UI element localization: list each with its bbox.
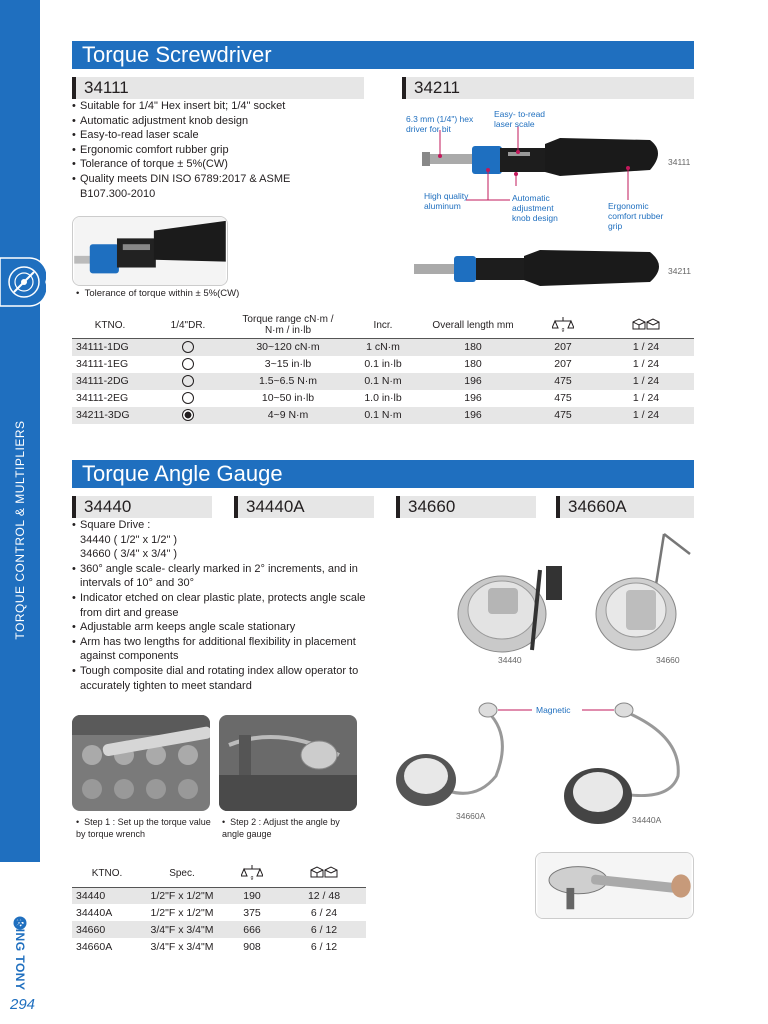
label-34111: 34111 [668, 157, 691, 167]
cell-pack: 1 / 24 [632, 392, 660, 404]
feature-item: from dirt and grease [80, 606, 179, 619]
section-label: TORQUE CONTROL & MULTIPLIERS [13, 420, 27, 640]
feature-item: • Suitable for 1/4" Hex insert bit; 1/4" socket [72, 99, 372, 114]
cell-weight: 908 [243, 940, 261, 953]
callout-magnetic: Magnetic [536, 705, 571, 715]
tolerance-caption: • Tolerance of torque within ± 5%(CW) [76, 288, 240, 299]
screwdriver-closeup-image [72, 216, 228, 286]
feature-item: • Tolerance of torque ± 5%(CW) [72, 157, 372, 172]
weight-scale-icon [552, 316, 574, 332]
torque-gauge-icon [0, 254, 46, 310]
table-row [72, 356, 694, 373]
step1-text: Step 1 : Set up the torque value by torque wrench [76, 817, 211, 839]
cell-pack: 1 / 24 [598, 339, 694, 356]
cell-ktno: 34660 [72, 921, 142, 938]
label-34211: 34211 [668, 266, 692, 276]
cell-weight: 190 [222, 887, 282, 904]
svg-text:g: g [250, 875, 254, 881]
weight-scale-icon [241, 864, 263, 880]
table-row [72, 407, 694, 424]
cell-spec: 1/2"F x 1/2"M [142, 887, 222, 904]
cell-ktno: 34440 [72, 887, 142, 904]
label-34440A: 34440A [632, 815, 662, 825]
cell-pack: 6 / 24 [310, 906, 338, 919]
cell-length: 180 [418, 339, 528, 356]
cell-range: 4~9 N·m [228, 407, 348, 424]
angle-gauge-34440-image [452, 540, 576, 658]
table-row [72, 339, 694, 356]
feature-item: • Quality meets DIN ISO 6789:2017 & ASME [72, 172, 372, 187]
table-row [72, 904, 366, 921]
cell-ktno: 34440A [76, 906, 113, 919]
feature-item: 34660 ( 3/4" x 3/4" ) [80, 548, 178, 561]
cell-pack: 1 / 24 [598, 373, 694, 390]
model-34440A-header: 34440A [234, 496, 374, 518]
feature-item: • Indicator etched on clear plastic plate, protects angle scale [72, 591, 392, 606]
step1-caption: • Step 1 : Set up the torque value by torque wrench [76, 817, 211, 839]
cell-pack: 12 / 48 [282, 887, 366, 904]
cell-drive [148, 339, 228, 356]
model-34440-header: 34440 [72, 496, 212, 518]
cell-length: 196 [464, 392, 482, 404]
feature-item: intervals of 10° and 30° [80, 577, 194, 590]
cell-range: 30~120 cN·m [228, 339, 348, 356]
drive-indicator [182, 375, 194, 387]
cell-pack: 6 / 12 [310, 940, 338, 953]
feature-item: • Automatic adjustment knob design [72, 114, 372, 129]
model-34211-header: 34211 [402, 77, 694, 99]
cell-drive [148, 407, 228, 424]
cell-weight: 475 [528, 373, 598, 390]
feature-item: • Adjustable arm keeps angle scale stationary [72, 620, 392, 635]
packing-box-icon [632, 317, 660, 331]
callout-aluminum: High quality aluminum [424, 191, 469, 211]
cell-weight: 475 [528, 407, 598, 424]
col-spec: Spec. [142, 861, 222, 887]
cell-drive [148, 356, 228, 373]
cell-pack: 1 / 24 [598, 407, 694, 424]
screwdriver-feature-list [72, 99, 372, 201]
table-header-row [72, 861, 366, 887]
drive-indicator [182, 341, 194, 353]
cell-range: 3~15 in·lb [264, 358, 312, 370]
cell-incr: 0.1 in·lb [364, 358, 402, 370]
brand-name: KING TONY [13, 919, 27, 991]
angle-gauge-feature-list [72, 518, 392, 693]
cell-weight: 666 [222, 921, 282, 938]
cell-drive [148, 373, 228, 390]
cell-weight: 207 [528, 339, 598, 356]
drive-indicator-filled [182, 409, 194, 421]
cell-spec: 3/4"F x 3/4"M [150, 940, 214, 953]
page-number: 294 [10, 996, 36, 1013]
col-weight [528, 312, 598, 339]
callout-hex-driver: 6.3 mm (1/4") hex driver for bit [406, 114, 474, 134]
callout-knob: Automatic adjustment knob design [512, 193, 558, 223]
col-packing [282, 861, 366, 887]
angle-gauge-usage-image [535, 852, 694, 919]
feature-item: • Ergonomic comfort rubber grip [72, 143, 372, 158]
angle-gauge-spec-table [72, 861, 366, 955]
cell-weight: 375 [243, 906, 261, 919]
packing-box-icon [310, 865, 338, 879]
cell-weight: 475 [554, 392, 572, 404]
step2-text: Step 2 : Adjust the angle by angle gauge [222, 817, 340, 839]
table-row [72, 373, 694, 390]
cell-length: 196 [418, 407, 528, 424]
cell-incr: 0.1 N·m [348, 407, 418, 424]
col-length: Overall length mm [418, 312, 528, 339]
table-row [72, 938, 366, 955]
section-title-torque-screwdriver: Torque Screwdriver [72, 41, 694, 69]
cell-pack: 1 / 24 [632, 358, 660, 370]
col-ktno: KTNO. [72, 312, 148, 339]
col-ktno: KTNO. [72, 861, 142, 887]
feature-item: • Tough composite dial and rotating index allow operator to [72, 664, 392, 679]
feature-item: • Square Drive : [72, 518, 392, 533]
label-34660A: 34660A [456, 811, 486, 821]
step2-caption: • Step 2 : Adjust the angle by angle gauge [222, 817, 340, 839]
cell-incr: 0.1 N·m [348, 373, 418, 390]
table-row [72, 390, 694, 407]
feature-item: • 360° angle scale- clearly marked in 2° increments, and in [72, 562, 392, 577]
cell-incr: 1 cN·m [348, 339, 418, 356]
cell-range: 1.5~6.5 N·m [228, 373, 348, 390]
label-34440: 34440 [498, 655, 522, 665]
step2-engine-image [219, 715, 357, 811]
screwdriver-spec-table [72, 312, 694, 424]
drive-indicator [182, 358, 194, 370]
feature-item: B107.300-2010 [80, 187, 156, 200]
cell-length: 196 [418, 373, 528, 390]
cell-ktno: 34111-2DG [72, 373, 148, 390]
feature-item: accurately tighten to meet standard [80, 679, 252, 692]
col-incr: Incr. [348, 312, 418, 339]
callout-grip: Ergonomic comfort rubber grip [608, 201, 664, 231]
feature-item: against components [80, 650, 179, 663]
svg-text:g: g [561, 326, 565, 332]
cell-ktno: 34211-3DG [72, 407, 148, 424]
drive-indicator [182, 392, 194, 404]
cell-ktno: 34111-1DG [72, 339, 148, 356]
cell-ktno: 34111-1EG [76, 358, 129, 370]
col-drive: 1/4"DR. [148, 312, 228, 339]
cell-ktno: 34111-2EG [76, 392, 129, 404]
label-34660: 34660 [656, 655, 680, 665]
cell-ktno: 34660A [76, 940, 113, 953]
step1-engine-image [72, 715, 210, 811]
cell-weight: 207 [554, 358, 572, 370]
feature-item: • Arm has two lengths for additional flexibility in placement [72, 635, 392, 650]
feature-item: • Easy-to-read laser scale [72, 128, 372, 143]
magnetic-gauges-image [392, 696, 694, 826]
cell-range: 10~50 in·lb [261, 392, 315, 404]
cell-drive [148, 390, 228, 407]
section-title-angle-gauge: Torque Angle Gauge [72, 460, 694, 488]
cell-incr: 1.0 in·lb [364, 392, 402, 404]
tolerance-caption-text: Tolerance of torque within ± 5%(CW) [84, 288, 240, 299]
cell-pack: 6 / 12 [282, 921, 366, 938]
feature-item: 34440 ( 1/2" x 1/2" ) [80, 533, 178, 546]
cell-spec: 3/4"F x 3/4"M [142, 921, 222, 938]
table-row [72, 921, 366, 938]
model-34660A-header: 34660A [556, 496, 694, 518]
table-header-row [72, 312, 694, 339]
callout-laser-scale: Easy- to-read laser scale [494, 109, 546, 129]
col-packing [598, 312, 694, 339]
table-row [72, 887, 366, 904]
model-34111-header: 34111 [72, 77, 364, 99]
col-torque-range: Torque range cN·m / N·m / in·lb [228, 312, 348, 339]
cell-length: 180 [464, 358, 482, 370]
angle-gauge-34660-image [594, 530, 694, 658]
cell-spec: 1/2"F x 1/2"M [150, 906, 214, 919]
col-weight [222, 861, 282, 887]
sidebar [0, 0, 40, 1024]
model-34660-header: 34660 [396, 496, 536, 518]
